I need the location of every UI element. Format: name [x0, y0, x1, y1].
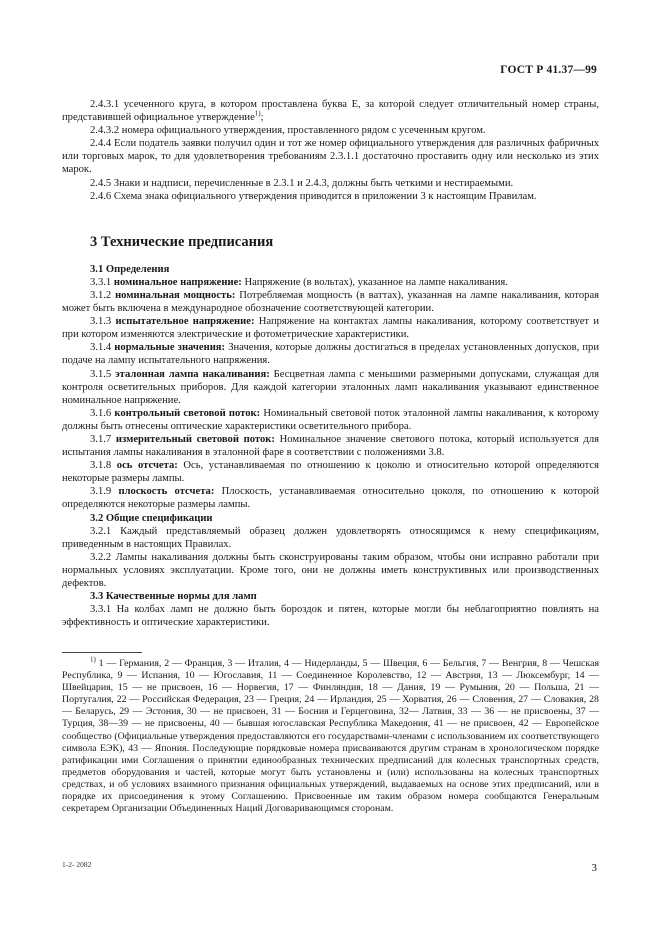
footnote-reference[interactable]: 1)	[254, 109, 261, 118]
definition-term: ось отсчета:	[116, 460, 178, 472]
paragraph-2-4-5: 2.4.5 Знаки и надписи, перечисленные в 2.3.1 и 2.4.3, должны быть четкими и нестираемыми.	[90, 177, 514, 189]
definition-term: эталонная лампа накаливания:	[115, 368, 270, 380]
section-title: 3 Технические предписания	[90, 233, 274, 250]
paragraph-2-4-3-2: 2.4.3.2 номера официального утверждения, проставленного рядом с усеченным кругом.	[90, 125, 486, 137]
paragraph-2-4-3-1: 2.4.3.1 усеченного круга, в котором проставлена буква Е, за которой следует отличительный номер страны, представившей официальное утверждение$^{1)}$;	[62, 99, 599, 124]
paragraph-3-2-1: 3.2.1 Каждый представляемый образец должен удовлетворять относящимся к нему спецификациям, приведенным в настоящих Правилах.	[62, 525, 599, 550]
paragraph-3-3-1: 3.3.1 На колбах ламп не должно быть бороздок и пятен, которые могли бы неблагоприятно повлиять на эффективность и оптические характеристики.	[62, 604, 599, 629]
footnote-text: 1 — Германия, 2 — Франция, 3 — Италия, 4 — Нидерланды, 5 — Швеция, 6 — Бельгия, 7 — Венгрия, 8 — Чешская Республика, 9 — Испания, 10 — Югославия, 11 — Соединенное Королевство, 12 — Австрия, 13 — Люксембург, 14 — Швейцария, 15 — не присвоен, 16 — Норвегия, 17 — Финляндия, 18 — Дания, 19 — Румыния, 20 — Польша, 21 — Португалия, 22 — Российская Федерация, 23 — Греция, 24 — Ирландия, 25 — Хорватия, 26 — Словения, 27 — Словакия, 28 — Беларусь, 29 — Эстония, 30 — не присвоен, 31 — Босния и Герцеговина, 32— Латвия, 33 — 36 — не присвоены, 37 — Турция, 38—39 — не присвоены, 40 — бывшая югославская Республика Македония, 41 — не присвоен, 42 — Европейское сообщество (Официальные утверждения предоставляются его государствами-членами с использованием их соответствующего символа ЕЭК), 43 — Япония. Последующие порядковые номера присваиваются другим странам в хронологическом порядке ратификации ими Соглашения о принятии единообразных технических предписаний для колесных транспортных средств, предметов оборудования и частей, которые могут быть установлены и (или) использованы на колесных транспортных средствах, и об условиях взаимного признания официальных утверждений, выдаваемых на основе этих предписаний, или в порядке их присоединения к этому Соглашению. Присвоенные им таким образом номера сообщаются Генеральным секретарем Организации Объединенных Наций Договаривающимся сторонам.	[62, 658, 600, 815]
definition-item: 3.1.5 эталонная лампа накаливания: Бесцветная лампа с меньшими размерными допусками, служащая для контроля осветительных приборов. Для каждой категории эталонных ламп накаливания указывают единственное номинальное напряжение.	[62, 368, 600, 406]
subsection-heading-general-specs: 3.2 Общие спецификации	[90, 512, 213, 524]
paragraph-3-2-2: 3.2.2 Лампы накаливания должны быть сконструированы таким образом, чтобы они исправно работали при нормальных условиях эксплуатации. Кроме того, они не должны иметь конструктивных или производственных дефектов.	[62, 551, 599, 589]
definition-item: 3.3.1 номинальное напряжение: Напряжение (в вольтах), указанное на лампе накаливания.	[90, 276, 508, 288]
footnote-divider	[62, 652, 142, 653]
definition-term: плоскость отсчета:	[118, 486, 215, 498]
definition-term: измерительный световой поток:	[115, 433, 275, 445]
definition-term: нормальные значения:	[114, 342, 226, 354]
page-body	[62, 98, 599, 629]
footnote-mark: 1)	[90, 655, 96, 664]
document-standard-number: ГОСТ Р 41.37—99	[500, 64, 597, 76]
paragraph-2-4-4: 2.4.4 Если податель заявки получил один и тот же номер официального утверждения для различных фабричных или торговых марок, то для удовлетворения требованиям 2.3.1.1 достаточно проставить одну или несколько из этих марок.	[62, 138, 599, 176]
definition-term: испытательное напряжение:	[115, 316, 255, 328]
footnote	[62, 655, 600, 815]
subsection-heading-quality-norms: 3.3 Качественные нормы для ламп	[90, 591, 257, 603]
definition-item: 3.1.7 измерительный световой поток: Номинальное значение светового потока, который используется для испытания лампы накаливания в эталонной фаре в соответствии с положениями 3.8.	[62, 433, 599, 459]
subsection-heading-definitions: 3.1 Определения	[90, 263, 170, 275]
page-number: 3	[591, 862, 597, 874]
definition-term: контрольный световой поток:	[114, 407, 261, 419]
definition-item: 3.1.8 ось отсчета: Ось, устанавливаемая по отношению к цоколю и относительно которой определяются некоторые размеры лампы.	[62, 460, 599, 485]
print-code: 1-2- 2082	[62, 860, 92, 869]
definition-item: 3.1.6 контрольный световой поток: Номинальный световой поток эталонной лампы накаливания, к которому должны быть отнесены оптические характеристики осветительного прибора.	[62, 407, 600, 432]
definition-item: 3.1.4 нормальные значения: Значения, которые должны достигаться в пределах установленных допусков, при подаче на лампу испытательного напряжения.	[62, 342, 599, 367]
definition-item: 3.1.3 испытательное напряжение: Напряжение на контактах лампы накаливания, которому соответствует и при котором изменяются электрические и фотометрические характеристики.	[62, 316, 599, 341]
paragraph-2-4-6: 2.4.6 Схема знака официального утверждения приводится в приложении 3 к настоящим Правилам.	[90, 190, 537, 202]
definition-item: 3.1.9 плоскость отсчета: Плоскость, устанавливаемая относительно цоколя, по отношению к которой определяются некоторые размеры лампы.	[62, 486, 599, 511]
definition-item: 3.1.2 номинальная мощность: Потребляемая мощность (в ваттах), указанная на лампе накаливания, которая может быть включена в международное обозначение соответствующей категории.	[62, 289, 600, 315]
definition-term: номинальное напряжение:	[113, 276, 242, 288]
definition-term: номинальная мощность:	[115, 289, 236, 301]
